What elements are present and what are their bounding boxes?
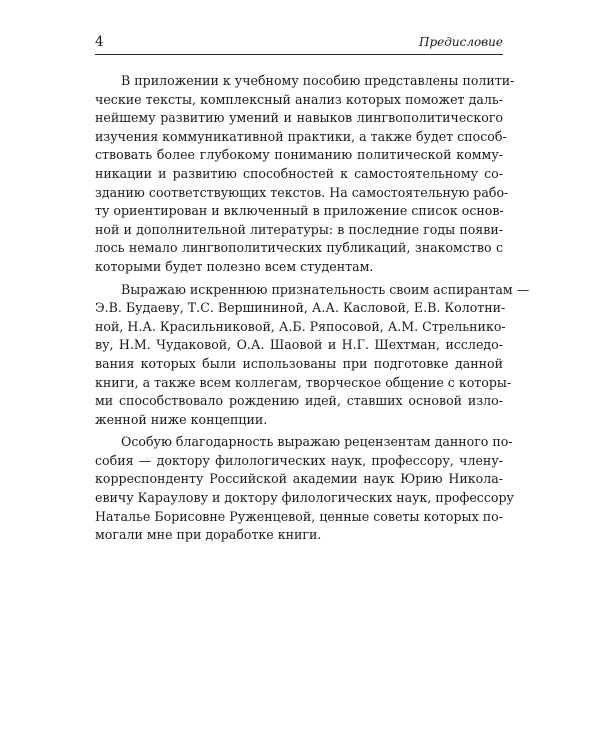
text-line: могали мне при доработке книги.	[95, 527, 322, 543]
paragraph-acknowledgements-students	[95, 281, 530, 430]
text-line: ствовать более глубокому пониманию политической комму-	[95, 147, 503, 163]
page-number: 4	[95, 34, 104, 50]
text-line: Особую благодарность выражаю рецензентам данного по-	[121, 434, 513, 450]
text-line: корреспонденту Российской академии наук Юрию Никола-	[95, 471, 503, 487]
text-line: В приложении к учебному пособию представлены полити-	[121, 73, 515, 88]
text-line: Наталье Борисовне Руженцевой, ценные советы которых по-	[95, 508, 503, 524]
text-line: ческие тексты, комплексный анализ которых поможет даль-	[95, 91, 503, 107]
text-line: ной и дополнительной литературы: в последние годы появи-	[95, 221, 503, 237]
text-line: книги, а также всем коллегам, творческое общение с которы-	[95, 374, 512, 390]
text-line: ту ориентирован и включенный в приложение список основ-	[95, 203, 504, 219]
text-line: нейшему развитию умений и навыков лингвополитического	[95, 110, 503, 126]
text-line: лось немало лингвополитических публикаций, знакомство с	[95, 240, 503, 256]
section-title: Предисловие	[419, 35, 503, 49]
body-text	[95, 72, 530, 549]
text-line: которыми будет полезно всем студентам.	[95, 258, 374, 274]
paragraph-appendix	[95, 72, 515, 277]
text-line: женной ниже концепции.	[95, 411, 268, 427]
text-line: вания которых были использованы при подготовке данной	[95, 355, 503, 371]
text-line: собия — доктору филологических наук, профессору, члену-	[95, 452, 503, 468]
text-line: евичу Караулову и доктору филологических наук, профессору	[95, 490, 514, 506]
text-line: никации и развитию способностей к самостоятельному со-	[95, 165, 503, 181]
text-line: зданию соответствующих текстов. На самостоятельную рабо-	[95, 184, 509, 200]
text-line: ми способствовало рождению идей, ставших основой изло-	[95, 393, 503, 409]
text-line: ву, Н.М. Чудаковой, О.А. Шаовой и Н.Г. Шехтман, исследо-	[95, 337, 503, 353]
text-line: Выражаю искреннюю признательность своим аспирантам —	[121, 281, 530, 297]
running-head	[95, 34, 503, 55]
text-line: Э.В. Будаеву, Т.С. Вершининой, А.А. Касловой, Е.В. Колотни-	[95, 300, 506, 316]
text-line: изучения коммуникативной практики, а также будет способ-	[95, 128, 507, 144]
text-line: ной, Н.А. Красильниковой, А.Б. Ряпосовой, А.М. Стрельнико-	[95, 318, 506, 334]
paragraph-acknowledgements-reviewers	[95, 433, 514, 545]
